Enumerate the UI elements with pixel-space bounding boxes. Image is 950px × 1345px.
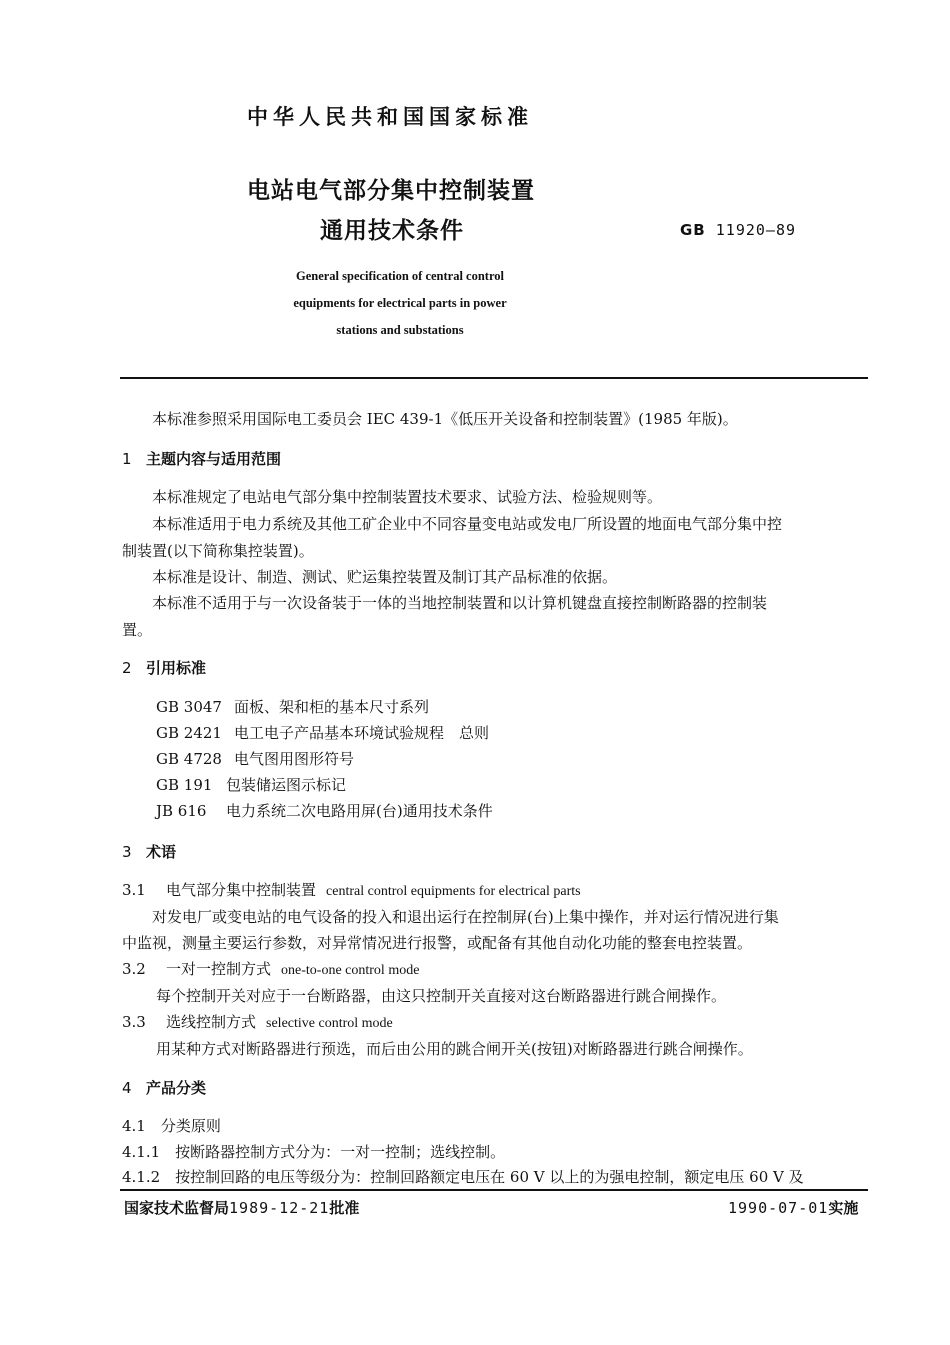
- reference-code: JB 616: [156, 802, 207, 820]
- footer-divider: [120, 1189, 868, 1191]
- term-3-1-definition-a: 对发电厂或变电站的电气设备的投入和退出运行在控制屏(台)上集中操作，并对运行情况进行集: [152, 908, 779, 926]
- approval-label: 批准: [329, 1199, 360, 1217]
- footer-effective: [728, 1197, 858, 1218]
- section-2-number: 2: [122, 659, 132, 677]
- clause-4-1-1: 4.1.1 按断路器控制方式分为：一对一控制；选线控制。: [122, 1143, 506, 1161]
- term-3-3-en: selective control mode: [266, 1016, 393, 1031]
- section-4-number: 4: [122, 1079, 132, 1097]
- section-3-heading: [122, 841, 176, 862]
- s1-paragraph-4b: 置。: [122, 621, 153, 639]
- section-1-number: 1: [122, 450, 132, 468]
- section-2-title: 引用标准: [146, 659, 207, 677]
- effective-label: 实施: [828, 1199, 859, 1217]
- section-3-number: 3: [122, 843, 132, 861]
- s1-paragraph-4a: 本标准不适用于与一次设备装于一体的当地控制装置和以计算机键盘直接控制断路器的控制装: [152, 594, 768, 612]
- term-3-2-cn: 一对一控制方式: [166, 960, 272, 978]
- section-4-heading: [122, 1077, 206, 1098]
- standard-title-line2: 通用技术条件: [320, 218, 464, 244]
- reference-item: [156, 722, 489, 743]
- standard-title-line1: 电站电气部分集中控制装置: [247, 178, 535, 204]
- header-divider: [120, 377, 868, 379]
- reference-item: [156, 748, 354, 769]
- term-3-3-number: 3.3: [122, 1013, 146, 1031]
- english-title-line2: equipments for electrical parts in power: [293, 296, 507, 310]
- national-standard-heading: 中华人民共和国国家标准: [247, 105, 533, 129]
- effective-date: 1990-07-01: [728, 1199, 829, 1217]
- s1-paragraph-2b: 制装置(以下简称集控装置)。: [122, 542, 314, 560]
- intro-paragraph: 本标准参照采用国际电工委员会 IEC 439-1《低压开关设备和控制装置》(1985 年版)。: [152, 410, 738, 428]
- term-3-3-cn: 选线控制方式: [166, 1013, 257, 1031]
- s1-paragraph-2a: 本标准适用于电力系统及其他工矿企业中不同容量变电站或发电厂所设置的地面电气部分集中控: [152, 515, 783, 533]
- term-3-1-definition-b: 中监视，测量主要运行参数，对异常情况进行报警，或配备有其他自动化功能的整套电控装置。: [122, 934, 753, 952]
- reference-item: [156, 774, 346, 795]
- standard-code: 11920—89: [715, 221, 797, 239]
- reference-name: 电气图用图形符号: [234, 750, 355, 768]
- issuer: 国家技术监督局: [124, 1199, 230, 1217]
- term-3-2-number: 3.2: [122, 960, 146, 978]
- section-2-heading: [122, 657, 206, 678]
- clause-4-1: 4.1 分类原则: [122, 1117, 221, 1135]
- reference-name: 面板、架和柜的基本尺寸系列: [234, 698, 430, 716]
- english-title-line1: General specification of central control: [295, 269, 505, 283]
- approval-date: 1989-12-21: [229, 1199, 330, 1217]
- english-title: [250, 263, 550, 344]
- footer-approval: [124, 1197, 359, 1218]
- term-3-3: [122, 1011, 393, 1032]
- s1-paragraph-3: 本标准是设计、制造、测试、贮运集控装置及制订其产品标准的依据。: [152, 568, 618, 586]
- section-3-title: 术语: [146, 843, 177, 861]
- english-title-line3: stations and substations: [336, 323, 464, 337]
- term-3-1-cn: 电气部分集中控制装置: [166, 881, 317, 899]
- term-3-1: [122, 879, 581, 900]
- reference-item: [156, 800, 493, 821]
- standard-number: [680, 221, 796, 239]
- section-1-title: 主题内容与适用范围: [146, 450, 282, 468]
- term-3-1-number: 3.1: [122, 881, 146, 899]
- reference-code: GB 3047: [156, 698, 222, 716]
- section-1-heading: [122, 448, 281, 469]
- term-3-2: [122, 958, 419, 979]
- reference-code: GB 191: [156, 776, 213, 794]
- reference-item: [156, 696, 429, 717]
- reference-code: GB 2421: [156, 724, 222, 742]
- section-4-title: 产品分类: [146, 1079, 207, 1097]
- reference-name: 电力系统二次电路用屏(台)通用技术条件: [226, 802, 493, 820]
- reference-name: 包装储运图示标记: [226, 776, 347, 794]
- standard-prefix: GB: [680, 221, 706, 239]
- reference-code: GB 4728: [156, 750, 222, 768]
- s1-paragraph-1: 本标准规定了电站电气部分集中控制装置技术要求、试验方法、检验规则等。: [152, 488, 663, 506]
- term-3-3-definition: 用某种方式对断路器进行预选，而后由公用的跳合闸开关(按钮)对断路器进行跳合闸操作。: [156, 1040, 753, 1058]
- term-3-2-en: one-to-one control mode: [281, 963, 420, 978]
- clause-4-1-2: 4.1.2 按控制回路的电压等级分为：控制回路额定电压在 60 V 以上的为强电控制，额定电压 60 V 及: [122, 1168, 804, 1186]
- term-3-2-definition: 每个控制开关对应于一台断路器，由这只控制开关直接对这台断路器进行跳合闸操作。: [156, 987, 727, 1005]
- reference-name: 电工电子产品基本环境试验规程 总则: [234, 724, 490, 742]
- term-3-1-en: central control equipments for electrical parts: [326, 884, 581, 899]
